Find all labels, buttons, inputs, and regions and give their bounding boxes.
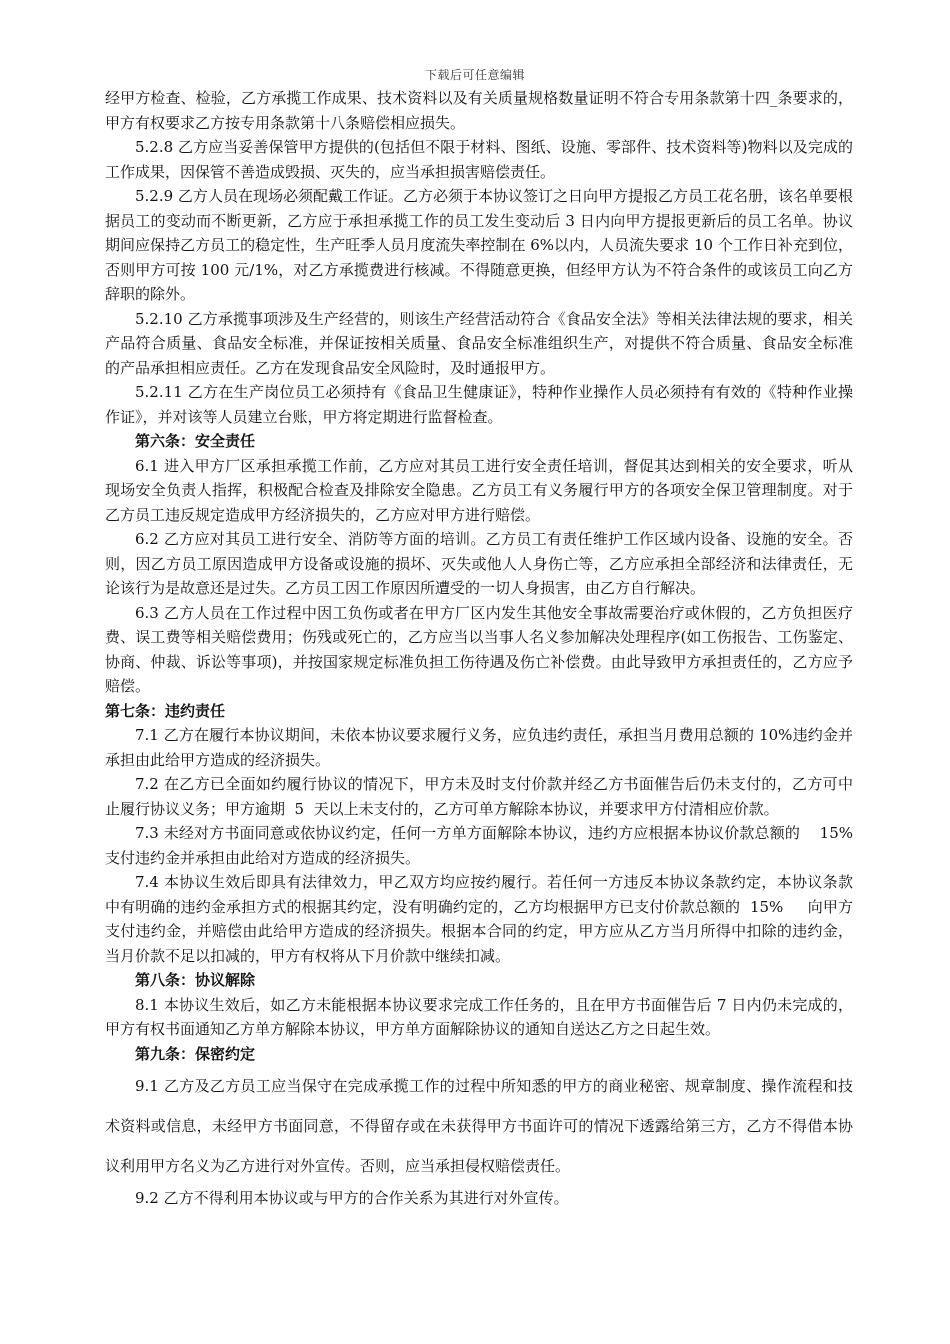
clause-5-2-8: 5.2.8 乙方应当妥善保管甲方提供的(包括但不限于材料、图纸、设施、零部件、技术资料等)物料以及完成的工作成果，因保管不善造成毁损、灭失的，应当承担损害赔偿责任。 bbox=[105, 138, 853, 181]
clause-5-2-9: 5.2.9 乙方人员在现场必须配戴工作证。乙方必须于本协议签订之日向甲方提报乙方员工花名册，该名单要根据员工的变动而不断更新，乙方应于承担承揽工作的员工发生变动后 3 日内向甲方提报更新后的员工名单。协议期间应保持乙方员工的稳定性，生产旺季人员月度流失率控制在 6%以内，人员流失要求 10 个工作日补充到位，否则甲方可按 100 元/1%，对乙方承揽费进行核减。不得随意更换，但经甲方认为不符合条件的或该员工向乙方辞职的除外。 bbox=[105, 187, 853, 303]
clause-5-2-10: 5.2.10 乙方承揽事项涉及生产经营的，则该生产经营活动符合《食品安全法》等相关法律法规的要求，相关产品符合质量、食品安全标准，并保证按相关质量、食品安全标准组织生产，对提供不符合质量、食品安全标准的产品承担相应责任。乙方在发现食品安全风险时，及时通报甲方。 bbox=[105, 309, 853, 377]
article-6-heading: 第六条：安全责任 bbox=[135, 432, 256, 450]
clause-7-1: 7.1 乙方在履行本协议期间，未依本协议要求履行义务，应负违约责任，承担当月费用总额的 10%违约金并承担由此给甲方造成的经济损失。 bbox=[105, 726, 853, 769]
clause-6-1: 6.1 进入甲方厂区承担承揽工作前，乙方应对其员工进行安全责任培训，督促其达到相关的安全要求，听从现场安全负责人指挥，积极配合检查及排除安全隐患。乙方员工有义务履行甲方的各项安全保卫管理制度。对于乙方员工违反规定造成甲方经济损失的，乙方应对甲方进行赔偿。 bbox=[105, 456, 853, 524]
paragraph-continuation: 经甲方检查、检验，乙方承揽工作成果、技术资料以及有关质量规格数量证明不符合专用条款第十四_条要求的，甲方有权要求乙方按专用条款第十八条赔偿相应损失。 bbox=[105, 89, 853, 132]
article-9-heading: 第九条：保密约定 bbox=[135, 1044, 256, 1063]
article-7-heading: 第七条：违约责任 bbox=[105, 701, 226, 720]
clause-6-2: 6.2 乙方应对其员工进行安全、消防等方面的培训。乙方员工有责任维护工作区域内设备、设施的安全。否则，因乙方员工原因造成甲方设备或设施的损坏、灭失或他人人身伤亡等，乙方应承担全部经济和法律责任，无论该行为是故意还是过失。乙方员工因工作原因所遭受的一切人身损害，由乙方自行解决。 bbox=[105, 530, 853, 597]
clause-6-3: 6.3 乙方人员在工作过程中因工负伤或者在甲方厂区内发生其他安全事故需要治疗或休假的，乙方负担医疗费、误工费等相关赔偿费用；伤残或死亡的，乙方应当以当事人名义参加解决处理程序(如工伤报告、工伤鉴定、协商、仲裁、诉讼等事项)，并按国家规定标准负担工伤待遇及伤亡补偿费。由此导致甲方承担责任的，乙方应予赔偿。 bbox=[105, 603, 853, 695]
clause-5-2-11: 5.2.11 乙方在生产岗位员工必须持有《食品卫生健康证》，特种作业操作人员必须持有有效的《特种作业操作证》，并对该等人员建立台账，甲方将定期进行监督检查。 bbox=[105, 383, 853, 426]
document-body bbox=[105, 86, 873, 1211]
article-8-heading: 第八条：协议解除 bbox=[135, 971, 256, 989]
clause-9-1: 9.1 乙方及乙方员工应当保守在完成承揽工作的过程中所知悉的甲方的商业秘密、规章制度、操作流程和技术资料或信息，未经甲方书面同意，不得留存或在未获得甲方书面许可的情况下透露给第三方，乙方不得借本协议利用甲方名义为乙方进行对外宣传。否则，应当承担侵权赔偿责任。 bbox=[105, 1077, 853, 1175]
clause-9-2: 9.2 乙方不得利用本协议或与甲方的合作关系为其进行对外宣传。 bbox=[135, 1189, 569, 1207]
clause-7-3: 7.3 未经对方书面同意或依协议约定，任何一方单方面解除本协议，违约方应根据本协议价款总额的 15% 支付违约金并承担由此给对方造成的经济损失。 bbox=[105, 824, 873, 867]
clause-8-1: 8.1 本协议生效后，如乙方未能根据本协议要求完成工作任务的，且在甲方书面催告后 7 日内仍未完成的，甲方有权书面通知乙方单方解除本协议，甲方单方面解除协议的通知自送达乙方之日起生效。 bbox=[105, 995, 853, 1038]
page-header-note: 下载后可任意编辑 bbox=[424, 68, 525, 82]
clause-7-4: 7.4 本协议生效后即具有法律效力，甲乙双方均应按约履行。若任何一方违反本协议条款约定，本协议条款中有明确的违约金承担方式的根据其约定，没有明确约定的，乙方均根据甲方已支付价款总额的 15% 向甲方支付违约金，并赔偿由此给甲方造成的经济损失。根据本合同的约定，甲方应从乙方当月所得中扣除的违约金，当月价款不足以扣减的，甲方有权将从下月价款中继续扣减。 bbox=[105, 873, 853, 965]
clause-7-2: 7.2 在乙方已全面如约履行协议的情况下，甲方未及时支付价款并经乙方书面催告后仍未支付的，乙方可中止履行协议义务；甲方逾期 5 天以上未支付的，乙方可单方解除本协议，并要求甲方付清相应价款。 bbox=[105, 775, 853, 818]
